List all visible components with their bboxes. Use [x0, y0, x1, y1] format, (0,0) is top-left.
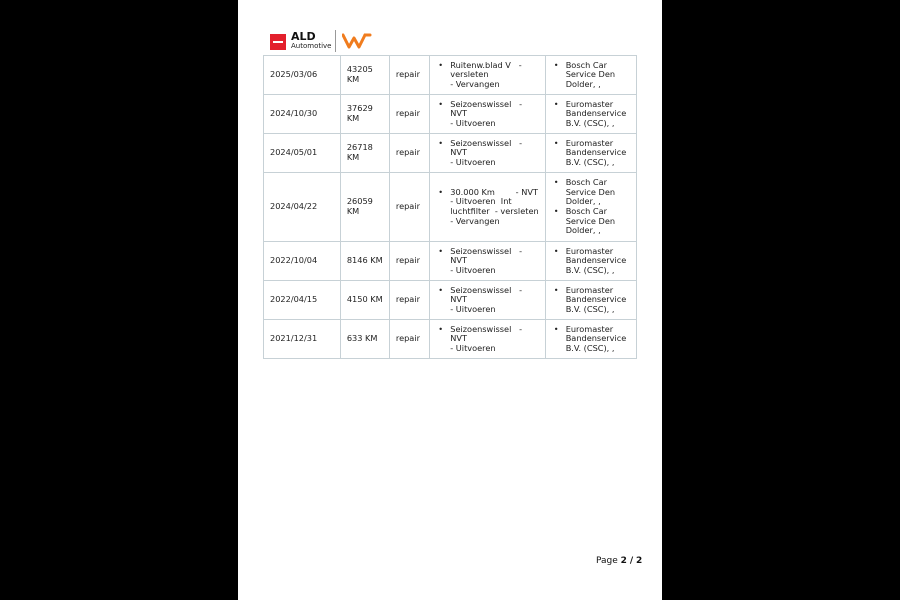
table-row [264, 134, 637, 173]
table-row [264, 242, 637, 281]
date-cell: 2022/10/04 [264, 242, 341, 281]
logo-subtitle: Automotive [291, 42, 332, 50]
garage-line: Dolder, , [565, 225, 601, 236]
mileage-cell: 43205 KM [340, 56, 389, 95]
garage-cell [545, 320, 636, 359]
mileage-cell: 8146 KM [340, 242, 389, 281]
garage-cell [545, 95, 636, 134]
work-cell [430, 56, 545, 95]
garage-line: B.V. (CSC), , [565, 264, 615, 275]
table-row [264, 173, 637, 242]
work-line: NVT [450, 333, 467, 344]
type-cell: repair [389, 134, 429, 173]
garage-line: B.V. (CSC), , [565, 156, 615, 167]
work-line: Seizoenswissel - [450, 245, 523, 256]
partner-logo-icon [342, 32, 372, 50]
type-cell: repair [389, 56, 429, 95]
work-cell [430, 173, 545, 242]
garage-item [552, 139, 630, 168]
date-cell: 2025/03/06 [264, 56, 341, 95]
garage-item [552, 100, 630, 129]
date-cell: 2024/10/30 [264, 95, 341, 134]
ald-logo-icon [270, 34, 286, 50]
garage-cell [545, 173, 636, 242]
garage-line: Bandenservice [565, 108, 627, 119]
garage-line: Euromaster [565, 323, 614, 334]
garage-item [552, 207, 630, 236]
work-line: - Uitvoeren Int [450, 196, 512, 207]
type-cell: repair [389, 281, 429, 320]
work-cell [430, 281, 545, 320]
garage-cell [545, 56, 636, 95]
garage-line: Dolder, , [565, 196, 601, 207]
date-cell: 2024/04/22 [264, 173, 341, 242]
work-item [436, 139, 538, 168]
work-line: - Uitvoeren [450, 117, 496, 128]
mileage-cell: 4150 KM [340, 281, 389, 320]
table-row [264, 281, 637, 320]
garage-line: Bosch Car [565, 59, 607, 70]
document-page [238, 0, 662, 600]
maintenance-history-table [263, 55, 637, 359]
work-line: - Vervangen [450, 78, 500, 89]
date-cell: 2021/12/31 [264, 320, 341, 359]
table-row [264, 56, 637, 95]
work-cell [430, 242, 545, 281]
date-cell: 2022/04/15 [264, 281, 341, 320]
garage-line: Bandenservice [565, 147, 627, 158]
type-cell: repair [389, 242, 429, 281]
table-row [264, 320, 637, 359]
type-cell: repair [389, 320, 429, 359]
work-cell [430, 95, 545, 134]
work-line: NVT [450, 255, 467, 266]
work-line: 30.000 Km - NVT [450, 186, 538, 197]
table-row [264, 95, 637, 134]
garage-line: Euromaster [565, 245, 614, 256]
work-item [436, 61, 538, 90]
garage-item [552, 247, 630, 276]
garage-line: B.V. (CSC), , [565, 117, 615, 128]
garage-line: B.V. (CSC), , [565, 342, 615, 353]
garage-line: Service Den [565, 215, 616, 226]
work-item [436, 100, 538, 129]
garage-line: Bandenservice [565, 333, 627, 344]
work-line: NVT [450, 108, 467, 119]
work-line: - Uitvoeren [450, 264, 496, 275]
garage-item [552, 325, 630, 354]
work-line: Seizoenswissel - [450, 284, 523, 295]
garage-line: Euromaster [565, 98, 614, 109]
work-item [436, 325, 538, 354]
mileage-cell: 37629 KM [340, 95, 389, 134]
work-line: Seizoenswissel - [450, 323, 523, 334]
garage-cell [545, 134, 636, 173]
garage-line: Bandenservice [565, 294, 627, 305]
mileage-cell: 26718 KM [340, 134, 389, 173]
ald-logo-text [291, 31, 332, 50]
work-item [436, 286, 538, 315]
garage-line: B.V. (CSC), , [565, 303, 615, 314]
mileage-cell: 633 KM [340, 320, 389, 359]
mileage-cell: 26059 KM [340, 173, 389, 242]
work-cell [430, 134, 545, 173]
garage-line: Service Den [565, 186, 616, 197]
type-cell: repair [389, 173, 429, 242]
work-line: - Uitvoeren [450, 156, 496, 167]
work-line: NVT [450, 147, 467, 158]
garage-item [552, 286, 630, 315]
logo-divider [335, 30, 336, 52]
garage-line: Euromaster [565, 284, 614, 295]
garage-cell [545, 281, 636, 320]
work-line: versleten [450, 69, 489, 80]
work-line: Seizoenswissel - [450, 137, 523, 148]
work-item [436, 188, 538, 226]
work-cell [430, 320, 545, 359]
work-line: Seizoenswissel - [450, 98, 523, 109]
garage-line: Bosch Car [565, 206, 607, 216]
logo-brand: ALD [291, 30, 316, 43]
work-line: - Vervangen [450, 215, 500, 226]
garage-item [552, 178, 630, 207]
garage-line: Bosch Car [565, 177, 607, 188]
garage-line: Dolder, , [565, 78, 601, 89]
work-item [436, 247, 538, 276]
work-line: NVT [450, 294, 467, 305]
garage-cell [545, 242, 636, 281]
date-cell: 2024/05/01 [264, 134, 341, 173]
garage-line: Euromaster [565, 137, 614, 148]
garage-line: Service Den [565, 69, 616, 80]
work-line: luchtfilter - versleten [450, 206, 539, 216]
work-line: - Uitvoeren [450, 342, 496, 353]
page-number: Page 2 / 2 [596, 556, 643, 566]
work-line: - Uitvoeren [450, 303, 496, 314]
work-line: Ruitenw.blad V - [450, 59, 522, 70]
garage-item [552, 61, 630, 90]
garage-line: Bandenservice [565, 255, 627, 266]
type-cell: repair [389, 95, 429, 134]
